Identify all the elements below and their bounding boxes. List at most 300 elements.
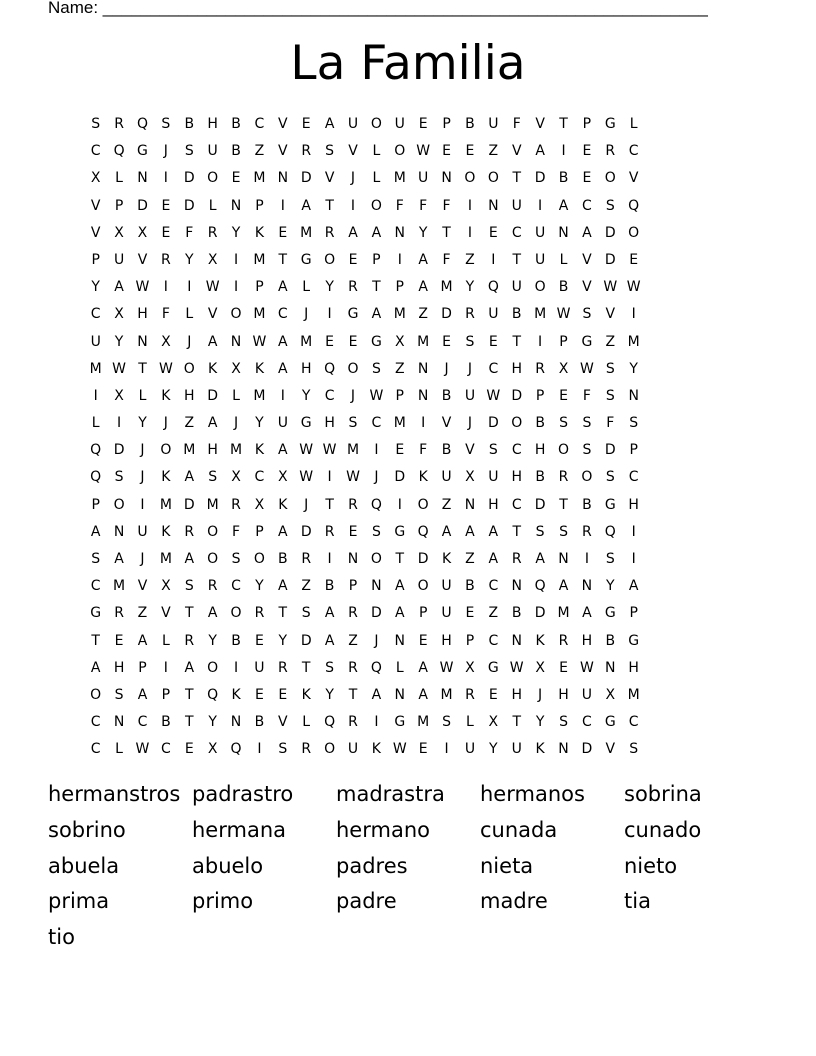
grid-letter: W — [299, 442, 314, 459]
grid-letter: G — [347, 306, 359, 323]
grid-letter: S — [582, 415, 592, 432]
grid-letter: N — [464, 496, 476, 513]
grid-letter: P — [161, 686, 171, 703]
grid-letter: O — [487, 170, 499, 187]
grid-letter: V — [90, 224, 101, 241]
grid-letter: L — [372, 143, 381, 160]
grid-letter: G — [394, 523, 406, 540]
grid-letter: C — [90, 143, 101, 160]
grid-letter: D — [370, 605, 382, 622]
word-list-item: nieto — [624, 853, 678, 878]
grid-letter: W — [158, 360, 173, 377]
grid-letter: R — [348, 605, 358, 622]
grid-letter: J — [140, 442, 145, 459]
grid-letter: E — [184, 741, 194, 758]
grid-letter: S — [301, 605, 311, 622]
grid-letter: R — [535, 360, 545, 377]
grid-letter: A — [348, 224, 358, 241]
grid-letter: S — [184, 143, 194, 160]
grid-letter: I — [163, 659, 168, 676]
grid-letter: S — [605, 469, 615, 486]
grid-letter: X — [465, 469, 475, 486]
grid-letter: Q — [628, 197, 640, 214]
grid-letter: M — [440, 686, 453, 703]
grid-letter: E — [278, 686, 288, 703]
grid-letter: P — [348, 578, 358, 595]
grid-letter: P — [114, 197, 124, 214]
grid-letter: R — [348, 279, 358, 296]
grid-letter: A — [582, 224, 592, 241]
grid-letter: E — [418, 741, 428, 758]
grid-letter: Z — [394, 360, 405, 377]
grid-letter: W — [299, 469, 314, 486]
grid-letter: V — [348, 143, 358, 160]
grid-letter: C — [254, 469, 265, 486]
grid-letter: X — [114, 224, 124, 241]
grid-letter: U — [464, 741, 476, 758]
grid-letter: O — [160, 442, 172, 459]
grid-letter: R — [301, 551, 312, 567]
grid-letter: A — [394, 578, 405, 595]
grid-letter: M — [534, 306, 547, 323]
grid-letter: C — [582, 197, 592, 214]
grid-letter: I — [631, 551, 636, 567]
grid-letter: W — [416, 143, 431, 160]
grid-letter: J — [444, 360, 449, 377]
grid-letter: Q — [90, 442, 102, 459]
grid-letter: U — [488, 469, 499, 486]
grid-letter: A — [441, 523, 452, 540]
grid-letter: D — [487, 415, 499, 432]
grid-letter: X — [558, 360, 569, 377]
grid-letter: E — [255, 686, 264, 703]
grid-letter: Z — [418, 306, 428, 323]
grid-letter: G — [628, 632, 640, 649]
grid-letter: X — [161, 333, 171, 350]
grid-letter: S — [535, 523, 545, 540]
grid-letter: A — [535, 143, 545, 160]
grid-letter: P — [138, 659, 147, 676]
grid-letter: A — [324, 605, 335, 622]
grid-letter: I — [280, 197, 285, 214]
grid-letter: Y — [91, 279, 100, 296]
grid-letter: O — [207, 551, 219, 567]
grid-letter: O — [464, 170, 476, 187]
grid-letter: W — [486, 387, 501, 404]
grid-letter: N — [113, 523, 125, 540]
grid-letter: A — [324, 116, 335, 132]
grid-letter: A — [184, 551, 195, 567]
grid-row — [84, 274, 740, 301]
grid-letter: T — [278, 605, 288, 622]
grid-letter: I — [140, 496, 145, 513]
grid-letter: O — [534, 279, 546, 296]
grid-letter: E — [465, 605, 475, 622]
grid-row — [84, 301, 740, 328]
grid-letter: U — [488, 116, 499, 132]
grid-letter: E — [488, 224, 498, 241]
grid-letter: L — [559, 251, 568, 268]
grid-letter: W — [135, 279, 150, 296]
grid-letter: V — [605, 306, 616, 323]
grid-letter: B — [535, 469, 545, 486]
word-list-item: cunado — [624, 817, 702, 842]
grid-letter: R — [558, 469, 569, 486]
grid-letter: R — [277, 659, 288, 676]
grid-letter: M — [393, 306, 406, 323]
grid-letter: R — [184, 632, 195, 649]
grid-letter: D — [300, 170, 312, 187]
grid-letter: A — [184, 659, 195, 676]
grid-letter: J — [233, 415, 239, 432]
grid-letter: S — [348, 415, 358, 432]
grid-letter: R — [558, 632, 569, 649]
grid-letter: I — [631, 306, 636, 323]
grid-letter: O — [347, 360, 359, 377]
grid-letter: H — [324, 415, 335, 432]
grid-letter: N — [417, 387, 429, 404]
grid-letter: M — [253, 387, 266, 404]
grid-letter: M — [300, 333, 313, 350]
grid-letter: B — [558, 170, 569, 187]
grid-letter: Q — [370, 659, 382, 676]
grid-letter: T — [559, 496, 568, 513]
grid-letter: M — [300, 224, 313, 241]
grid-letter: O — [253, 551, 265, 567]
grid-letter: L — [302, 279, 311, 296]
grid-letter: D — [183, 170, 195, 187]
grid-letter: S — [559, 415, 568, 432]
grid-letter: Y — [114, 333, 124, 350]
word-list-item: hermano — [336, 817, 430, 842]
grid-letter: A — [371, 306, 382, 323]
word-list-item: sobrino — [48, 817, 126, 842]
grid-letter: N — [511, 632, 522, 649]
grid-letter: J — [538, 686, 543, 703]
grid-letter: P — [629, 605, 638, 622]
grid-letter: S — [161, 116, 171, 132]
grid-letter: J — [467, 360, 473, 377]
grid-letter: E — [348, 251, 358, 268]
grid-letter: C — [254, 116, 265, 132]
grid-letter: N — [230, 197, 242, 214]
grid-letter: X — [394, 333, 405, 350]
grid-letter: C — [277, 306, 288, 323]
grid-letter: U — [511, 279, 522, 296]
grid-letter: H — [207, 442, 218, 459]
grid-letter: H — [558, 686, 569, 703]
grid-letter: R — [184, 523, 195, 540]
grid-letter: Y — [606, 578, 615, 595]
grid-letter: M — [346, 442, 360, 459]
grid-letter: C — [488, 632, 499, 649]
word-list — [48, 777, 768, 956]
grid-letter: S — [605, 360, 615, 377]
grid-letter: B — [535, 415, 545, 432]
grid-letter: L — [629, 116, 638, 132]
grid-letter: D — [137, 197, 148, 214]
grid-letter: I — [397, 496, 402, 513]
word-list-item: tio — [48, 925, 75, 950]
grid-letter: D — [511, 387, 523, 404]
grid-row — [84, 573, 740, 600]
grid-letter: I — [631, 523, 636, 540]
grid-letter: W — [509, 659, 524, 676]
grid-letter: F — [419, 197, 428, 214]
grid-letter: O — [370, 197, 382, 214]
grid-letter: C — [488, 578, 499, 595]
grid-letter: U — [113, 251, 125, 268]
grid-letter: X — [231, 469, 241, 486]
grid-letter: Y — [535, 714, 545, 731]
grid-letter: N — [347, 551, 359, 567]
grid-letter: C — [628, 714, 639, 731]
grid-letter: I — [491, 251, 496, 268]
grid-letter: D — [417, 551, 429, 567]
grid-letter: S — [605, 387, 615, 404]
grid-letter: R — [161, 251, 171, 268]
grid-letter: M — [393, 170, 406, 187]
grid-letter: I — [374, 442, 379, 459]
grid-letter: M — [557, 605, 570, 622]
grid-letter: J — [304, 496, 309, 513]
grid-letter: B — [511, 605, 522, 622]
grid-letter: B — [441, 442, 452, 459]
grid-letter: S — [629, 415, 639, 432]
grid-letter: M — [113, 578, 126, 595]
grid-letter: I — [163, 170, 168, 187]
grid-letter: E — [255, 632, 264, 649]
grid-letter: O — [230, 605, 242, 622]
grid-letter: M — [393, 415, 406, 432]
grid-letter: D — [300, 523, 312, 540]
grid-letter: X — [207, 741, 218, 758]
grid-letter: U — [254, 659, 265, 676]
grid-row — [84, 736, 740, 763]
grid-letter: M — [417, 714, 430, 731]
grid-letter: E — [325, 333, 335, 350]
grid-letter: G — [394, 714, 406, 731]
grid-letter: C — [324, 387, 335, 404]
grid-letter: B — [558, 279, 569, 296]
grid-letter: V — [161, 605, 171, 622]
grid-letter: B — [161, 714, 171, 731]
grid-letter: T — [512, 170, 521, 187]
grid-letter: Y — [208, 714, 217, 731]
grid-letter: S — [559, 714, 568, 731]
grid-letter: R — [465, 686, 475, 703]
grid-letter: W — [579, 360, 594, 377]
grid-letter: O — [628, 224, 640, 241]
grid-letter: L — [208, 197, 217, 214]
grid-letter: A — [137, 632, 148, 649]
grid-letter: G — [300, 251, 312, 268]
grid-letter: P — [395, 387, 404, 404]
grid-letter: Z — [465, 251, 475, 268]
grid-letter: K — [278, 496, 288, 513]
word-list-item: hermanos — [480, 782, 585, 806]
grid-letter: W — [112, 360, 126, 377]
grid-letter: H — [581, 632, 593, 649]
grid-letter: I — [421, 415, 426, 432]
grid-letter: Q — [230, 741, 242, 758]
grid-letter: V — [441, 415, 452, 432]
grid-letter: G — [604, 714, 616, 731]
grid-letter: I — [350, 197, 356, 214]
grid-letter: T — [138, 360, 147, 377]
grid-letter: R — [605, 143, 616, 160]
word-list-item: hermana — [192, 817, 286, 842]
grid-letter: P — [629, 442, 638, 459]
grid-letter: U — [511, 197, 522, 214]
grid-letter: B — [231, 116, 241, 132]
grid-letter: F — [442, 251, 451, 268]
grid-letter: T — [512, 333, 521, 350]
grid-letter: N — [628, 387, 639, 404]
grid-row — [84, 655, 740, 682]
grid-letter: C — [488, 360, 499, 377]
grid-letter: X — [90, 170, 101, 187]
grid-letter: M — [253, 306, 266, 323]
grid-letter: B — [511, 306, 522, 323]
grid-letter: R — [301, 741, 312, 758]
grid-letter: S — [278, 741, 288, 758]
grid-row — [84, 546, 740, 573]
grid-letter: F — [582, 387, 591, 404]
grid-letter: I — [444, 741, 449, 758]
grid-letter: C — [582, 714, 592, 731]
grid-letter: A — [184, 469, 195, 486]
grid-letter: Q — [370, 496, 382, 513]
grid-letter: S — [582, 442, 592, 459]
grid-letter: R — [348, 496, 358, 513]
grid-letter: I — [397, 251, 402, 268]
grid-letter: S — [231, 551, 241, 567]
grid-letter: D — [534, 496, 546, 513]
grid-letter: N — [488, 197, 499, 214]
grid-letter: S — [184, 578, 194, 595]
grid-letter: K — [254, 224, 265, 241]
grid-letter: R — [582, 523, 592, 540]
grid-letter: D — [604, 442, 616, 459]
grid-letter: A — [582, 605, 592, 622]
grid-letter: C — [511, 442, 522, 459]
grid-letter: L — [466, 714, 474, 731]
grid-row — [84, 628, 740, 655]
grid-letter: R — [301, 143, 312, 160]
word-list-item: madre — [480, 889, 548, 914]
grid-letter: A — [558, 578, 569, 595]
grid-letter: D — [581, 741, 593, 758]
grid-letter: M — [159, 551, 172, 567]
grid-letter: S — [114, 469, 124, 486]
grid-letter: Y — [301, 387, 311, 404]
grid-letter: I — [187, 279, 192, 296]
grid-letter: S — [91, 551, 101, 567]
grid-letter: I — [467, 224, 473, 241]
grid-letter: P — [442, 116, 451, 132]
grid-row — [84, 464, 740, 491]
grid-letter: Y — [184, 251, 194, 268]
grid-letter: I — [233, 279, 239, 296]
grid-letter: V — [278, 714, 288, 731]
grid-letter: T — [512, 523, 521, 540]
grid-letter: U — [488, 306, 499, 323]
grid-letter: A — [465, 523, 475, 540]
grid-letter: Q — [136, 116, 148, 132]
grid-letter: N — [558, 224, 569, 241]
grid-letter: O — [207, 170, 219, 187]
grid-letter: R — [207, 578, 218, 595]
grid-letter: I — [257, 741, 262, 758]
grid-letter: H — [488, 496, 499, 513]
grid-letter: D — [300, 632, 312, 649]
grid-letter: S — [559, 523, 568, 540]
word-list-item: cunada — [480, 817, 558, 842]
grid-letter: I — [584, 551, 589, 567]
grid-letter: E — [301, 116, 311, 132]
grid-letter: N — [441, 170, 452, 187]
grid-letter: A — [278, 360, 288, 377]
grid-letter: H — [628, 659, 639, 676]
grid-letter: R — [465, 306, 475, 323]
grid-letter: V — [465, 442, 475, 459]
grid-letter: L — [302, 714, 311, 731]
grid-letter: O — [324, 251, 336, 268]
grid-letter: K — [301, 686, 311, 703]
grid-letter: A — [90, 523, 101, 540]
grid-letter: L — [161, 632, 170, 649]
grid-letter: B — [582, 496, 592, 513]
grid-letter: L — [91, 415, 100, 432]
grid-letter: B — [231, 143, 241, 160]
grid-letter: U — [418, 170, 429, 187]
grid-letter: T — [325, 197, 334, 214]
grid-letter: Y — [418, 224, 428, 241]
grid-letter: X — [137, 224, 148, 241]
grid-letter: M — [89, 360, 102, 377]
grid-letter: K — [254, 442, 265, 459]
grid-letter: N — [371, 578, 382, 595]
grid-letter: N — [581, 578, 593, 595]
grid-letter: E — [231, 170, 241, 187]
grid-letter: I — [327, 551, 332, 567]
grid-letter: A — [418, 279, 428, 296]
grid-letter: Q — [487, 279, 499, 296]
grid-letter: W — [205, 279, 220, 296]
grid-letter: L — [185, 306, 194, 323]
grid-letter: A — [278, 333, 288, 350]
grid-letter: K — [535, 741, 545, 758]
grid-letter: U — [534, 251, 546, 268]
grid-letter: U — [137, 523, 148, 540]
grid-letter: O — [581, 469, 593, 486]
grid-letter: E — [582, 170, 592, 187]
grid-letter: G — [487, 659, 499, 676]
grid-letter: A — [488, 523, 499, 540]
grid-letter: M — [183, 442, 196, 459]
grid-letter: S — [325, 143, 335, 160]
grid-letter: G — [90, 605, 102, 622]
grid-letter: J — [140, 551, 145, 567]
grid-row — [84, 356, 740, 383]
grid-letter: O — [511, 415, 523, 432]
grid-letter: V — [535, 116, 545, 132]
grid-letter: N — [511, 578, 522, 595]
grid-letter: L — [115, 170, 123, 187]
grid-letter: W — [579, 659, 594, 676]
grid-letter: K — [535, 632, 545, 649]
